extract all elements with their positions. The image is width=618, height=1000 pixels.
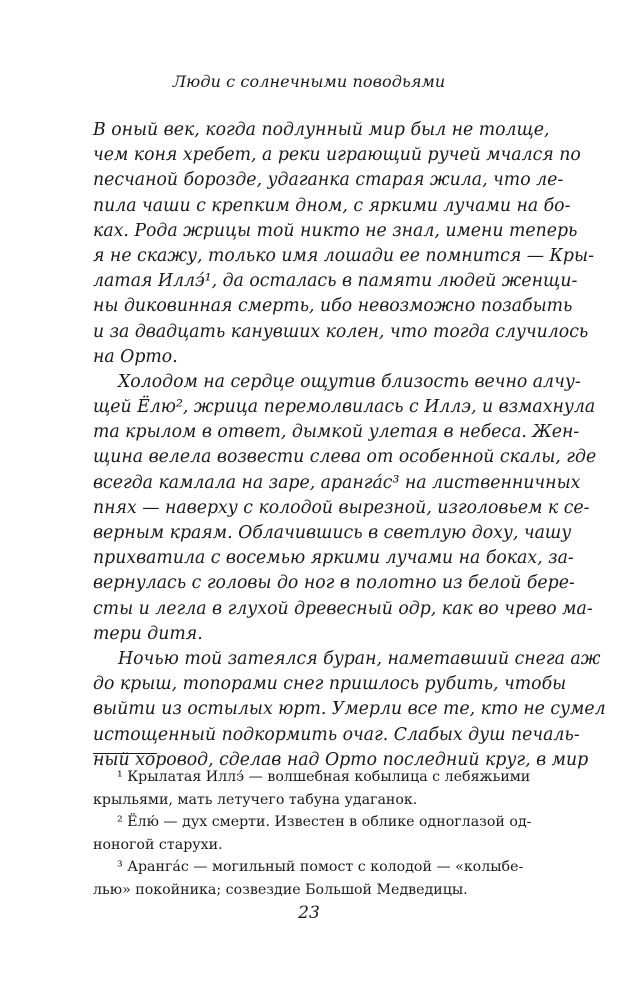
footnote-line: ² Ёлю́ — дух смерти. Известен в облике одноглазой од- (117, 814, 532, 831)
body-line: песчаной борозде, удаганка старая жила, что ле- (93, 170, 564, 191)
body-line: пнях — наверху с колодой вырезной, изголовьем к се- (93, 497, 590, 518)
body-line: верным краям. Облачившись в светлую доху, чашу (93, 523, 572, 543)
footnote-line: ¹ Крылатая Иллэ́ — волшебная кобылица с лебяжьими (117, 769, 531, 785)
body-line: щина велела возвести слева от особенной скалы, где (93, 447, 597, 468)
body-line: сты и легла в глухой древесный одр, как во чрево ма- (93, 598, 593, 619)
body-line: и за двадцать канувших колен, что тогда случилось (93, 321, 589, 342)
body-line: пила чаши с крепким дном, с яркими лучами на бо- (93, 195, 571, 216)
body-line: ны диковинная смерть, ибо невозможно позабыть (93, 296, 573, 317)
body-line: чем коня хребет, а реки играющий ручей мчался по (93, 145, 581, 166)
footnote-line: ноногой старухи. (93, 836, 223, 853)
body-line: до крыш, топорами снег пришлось рубить, чтобы (93, 674, 567, 695)
body-line: ный хоровод, сделав над Орто последний круг, в мир (93, 749, 589, 770)
body-line: В оный век, когда подлунный мир был не толще, (93, 120, 550, 140)
body-line: всегда камлала на заре, арангáс³ на лиственничных (93, 472, 581, 493)
body-line: ках. Рода жрицы той никто не знал, имени теперь (93, 220, 578, 241)
footnote-line: лью» покойника; созвездие Большой Медведицы. (93, 881, 468, 898)
body-line: Ночью той затеялся буран, наметавший снега аж (118, 648, 601, 669)
body-line: истощенный подкормить очаг. Слабых душ печаль- (93, 724, 580, 745)
footnote-line: крыльями, мать летучего табуна удаганок. (93, 791, 418, 808)
body-line: на Орто. (93, 346, 178, 367)
running-head: Люди с солнечными поводьями (172, 72, 446, 91)
body-line: выйти из остылых юрт. Умерли все те, кто не сумел (93, 699, 606, 720)
body-line: я не скажу, только имя лошади ее помнится — Кры- (93, 245, 594, 266)
footnote-line: ³ Арангáс — могильный помост с колодой — «колыбе- (117, 859, 524, 876)
body-line: тери дитя. (93, 623, 203, 644)
footnote-divider (93, 753, 157, 754)
body-line: прихватила с восемью яркими лучами на боках, за- (93, 548, 574, 569)
body-line: Холодом на сердце ощутив близость вечно алчу- (118, 371, 581, 392)
page-number: 23 (298, 903, 320, 923)
footnotes (93, 766, 532, 902)
body-line: та крылом в ответ, дымкой улетая в небеса. Жен- (93, 422, 580, 443)
body-text (93, 118, 606, 773)
body-line: вернулась с головы до ног в полотно из белой бере- (93, 573, 575, 594)
body-line: латая Иллэ́¹, да осталась в памяти людей женщи- (93, 271, 578, 292)
body-line: щей Ёлю², жрица перемолвилась с Иллэ, и взмахнула (93, 397, 596, 418)
